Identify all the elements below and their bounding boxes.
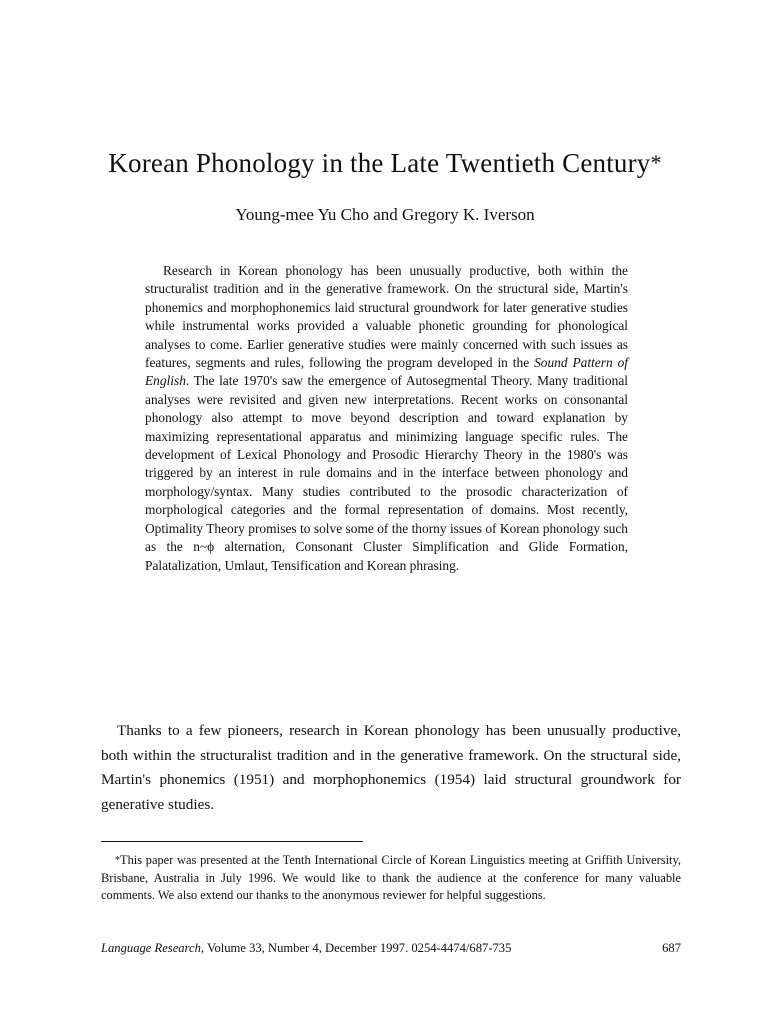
abstract-italic-title: Sound Pattern of English bbox=[145, 355, 628, 389]
journal-details: , Volume 33, Number 4, December 1997. 0254-4474/687-735 bbox=[200, 941, 512, 955]
title-footnote-mark: * bbox=[650, 150, 662, 175]
body-paragraph: Thanks to a few pioneers, research in Korean phonology has been unusually productive, both within the structuralist tradition and in the generative framework. On the structural side, Martin's phonemics (1951) and morphophonemics (1954) laid structural groundwork for generative studies. bbox=[101, 722, 681, 813]
journal-footer bbox=[101, 940, 681, 957]
footnote-text: This paper was presented at the Tenth International Circle of Korean Linguistics meeting at Griffith University, Brisbane, Australia in July 1996. We would like to thank the audience at the conference for many valuable comments. We also extend our thanks to the anonymous reviewer for helpful suggestions. bbox=[101, 853, 681, 903]
authors-line: Young-mee Yu Cho and Gregory K. Iverson bbox=[235, 205, 535, 224]
abstract bbox=[145, 262, 628, 575]
abstract-text-part-2: . The late 1970's saw the emergence of Autosegmental Theory. Many traditional analyses were revisited and given new interpretations. Recent works on consonantal phonology also attempt to move beyond description and toward explanation by maximizing representational apparatus and minimizing language specific rules. The development of Lexical Phonology and Prosodic Hierarchy Theory in the 1980's was triggered by an interest in rule domains and in the interface between phonology and morphology/syntax. Many studies contributed to the prosodic characterization of morphological categories and the formal representation of domains. Most recently, Optimality Theory promises to solve some of the thorny issues of Korean phonology such as the n~ϕ alternation, Consonant Cluster Simplification and Glide Formation, Palatalization, Umlaut, Tensification and Korean phrasing. bbox=[145, 373, 628, 573]
footnote-mark: * bbox=[115, 855, 120, 866]
page-title bbox=[0, 148, 770, 179]
footnote-divider bbox=[101, 841, 363, 842]
abstract-text-part-1: Research in Korean phonology has been unusually productive, both within the structuralist tradition and in the generative framework. On the structural side, Martin's phonemics and morphophonemics laid structural groundwork for later generative studies while instrumental works provided a valuable phonetic grounding for phonological analyses to come. Earlier generative studies were mainly concerned with such issues as features, segments and rules, following the program developed in the bbox=[145, 263, 628, 371]
page-number: 687 bbox=[662, 941, 681, 955]
title-text: Korean Phonology in the Late Twentieth Century bbox=[108, 148, 651, 178]
footnote bbox=[101, 852, 681, 905]
journal-name: Language Research bbox=[101, 941, 201, 955]
